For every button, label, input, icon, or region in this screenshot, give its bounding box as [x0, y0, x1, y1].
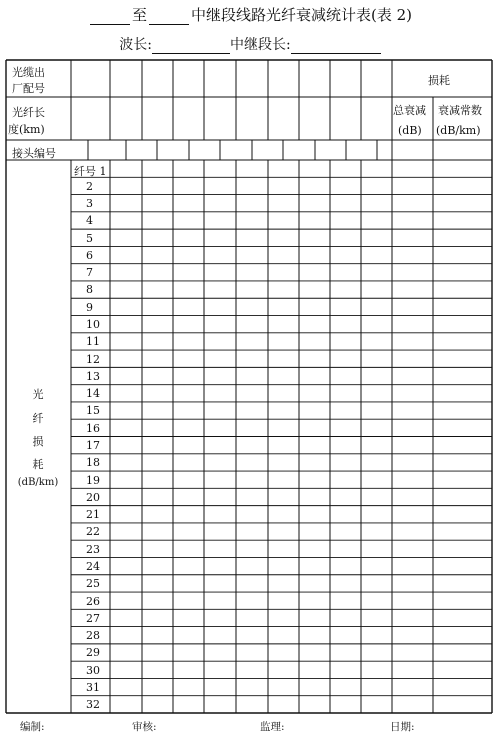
attenuation-constant-unit: (dB/km): [436, 124, 481, 137]
page-title: 至 中继段线路光纤衰减统计表(表 2): [0, 4, 500, 25]
fiber-row-label: 7: [86, 266, 93, 280]
footer-prepared: 编制:: [20, 721, 45, 733]
fiber-length-label-2: 度(km): [8, 123, 45, 136]
fiber-row-label: 18: [86, 456, 100, 470]
footer-reviewed: 审核:: [132, 721, 157, 733]
fiber-row-label: 23: [86, 542, 100, 556]
fiber-row-label: 28: [86, 629, 100, 643]
wavelength-label: 波长:: [119, 37, 152, 53]
fiber-row-label: 13: [86, 369, 100, 383]
fiber-row-label: 17: [86, 439, 100, 452]
fiber-row-label: 纤号 1: [74, 164, 107, 178]
fiber-length-label-1: 光纤长: [12, 106, 45, 119]
splice-number-label: 接头编号: [12, 147, 56, 160]
fiber-row-label: 5: [86, 231, 93, 245]
footer-date: 日期:: [390, 721, 415, 733]
side-char-2: 纤: [32, 412, 44, 425]
fiber-row-label: 16: [86, 421, 100, 435]
fiber-row-label: 11: [86, 335, 100, 349]
fiber-row-label: 27: [86, 611, 100, 625]
fiber-row-label: 19: [86, 473, 100, 487]
fiber-row-label: 32: [86, 698, 100, 712]
fiber-row-label: 25: [86, 577, 100, 591]
total-attenuation-unit: (dB): [398, 124, 422, 137]
fiber-row-label: 10: [86, 318, 100, 332]
side-unit: (dB/km): [17, 477, 59, 488]
fiber-row-label: 14: [86, 387, 100, 401]
side-char-1: 光: [32, 388, 44, 401]
fiber-row-label: 15: [86, 404, 100, 418]
fiber-row-label: 26: [86, 594, 100, 608]
segment-length-label: 中继段长:: [230, 37, 291, 53]
fiber-row-label: 22: [86, 525, 100, 539]
attenuation-constant-label: 衰减常数: [438, 104, 482, 117]
fiber-row-label: 8: [86, 283, 93, 297]
fiber-row-label: 20: [86, 490, 100, 504]
side-char-3: 损: [32, 435, 44, 448]
fiber-row-label: 24: [86, 559, 100, 573]
cable-factory-label-1: 光缆出: [12, 66, 45, 79]
side-char-4: 耗: [32, 458, 44, 471]
total-attenuation-label: 总衰减: [393, 104, 426, 117]
fiber-row-label: 4: [86, 214, 93, 228]
fiber-row-label: 30: [86, 663, 100, 677]
fiber-row-label: 12: [86, 352, 100, 366]
cable-factory-label-2: 厂配号: [12, 82, 45, 95]
fiber-row-label: 6: [86, 248, 93, 262]
fiber-row-label: 31: [86, 680, 100, 694]
fiber-row-label: 29: [86, 646, 100, 660]
fiber-row-label: 3: [86, 197, 93, 211]
fiber-row-label: 21: [86, 508, 100, 522]
fiber-row-label: 2: [86, 179, 93, 193]
loss-label: 损耗: [428, 74, 450, 87]
footer-supervisor: 监理:: [260, 721, 285, 733]
fiber-row-label: 9: [86, 300, 93, 314]
